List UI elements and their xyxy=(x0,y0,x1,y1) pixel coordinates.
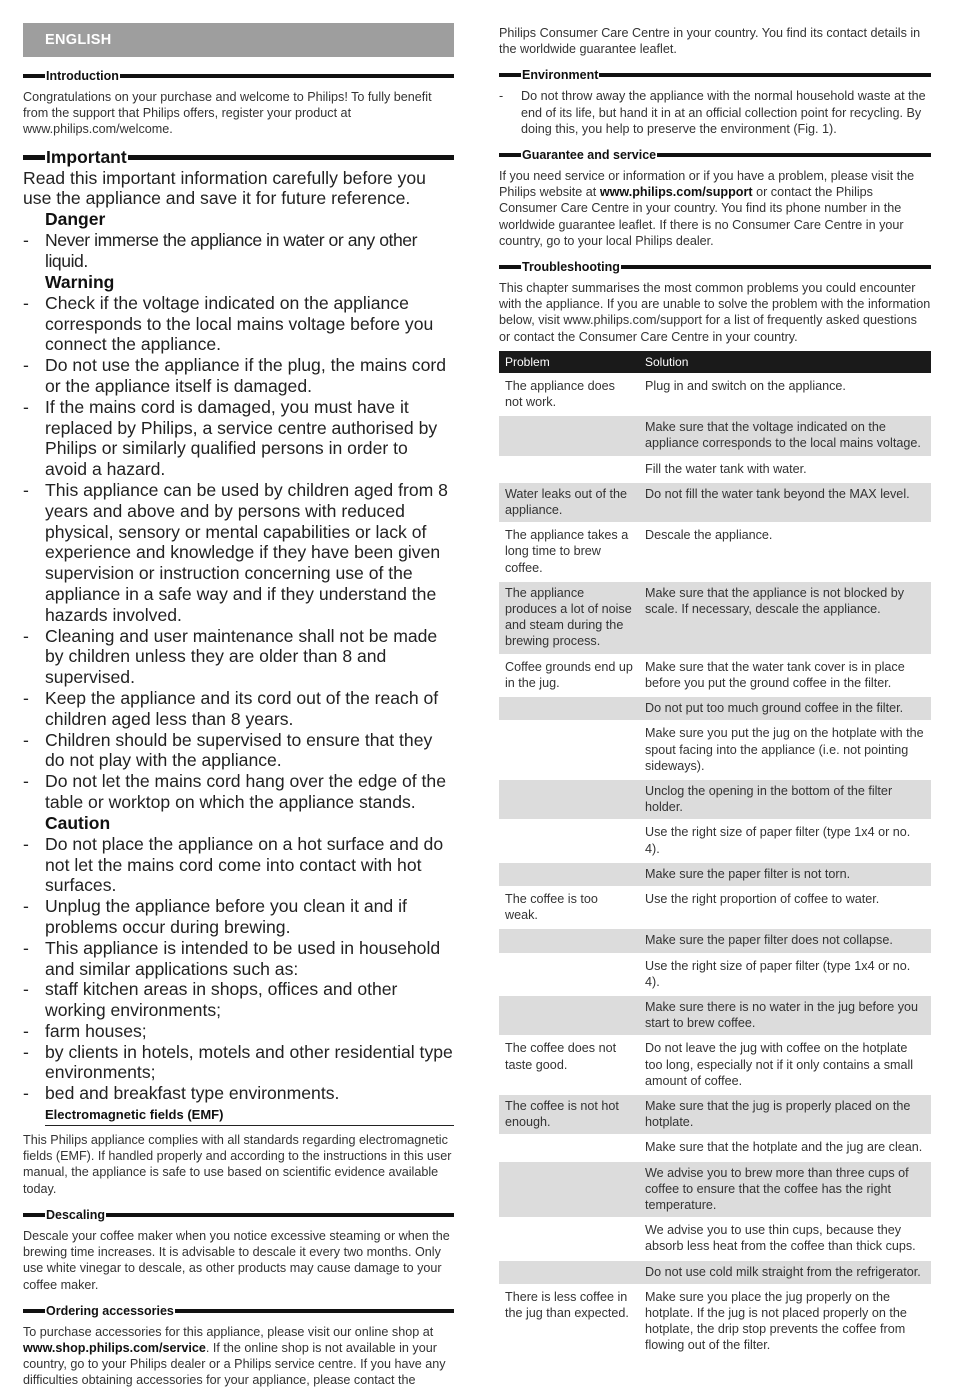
list-item: - This appliance is intended to be used in household and similar applications such as: xyxy=(23,938,454,980)
list-item: - Check if the voltage indicated on the appliance corresponds to the local mains voltage before you connect the appliance. xyxy=(23,293,454,355)
problem-cell: Coffee grounds end up in the jug. xyxy=(499,655,639,696)
solution-cell: Make sure you place the jug properly on the hotplate. If the jug is not placed properly on the hotplate, the drip stop prevents the coffee from flowing out of the filter. xyxy=(639,1285,931,1359)
solution-cell: We advise you to brew more than three cups of coffee to ensure that the coffee has the right temperature. xyxy=(639,1161,931,1219)
table-row xyxy=(499,1135,931,1160)
table-row xyxy=(499,1094,931,1135)
solution-cell: Plug in and switch on the appliance. xyxy=(639,374,931,415)
list-item: - Do not place the appliance on a hot surface and do not let the mains cord come into contact with hot surfaces. xyxy=(23,834,454,896)
table-header-row xyxy=(499,351,931,374)
solution-cell: Do not put too much ground coffee in the filter. xyxy=(639,696,931,721)
caution-heading: Caution xyxy=(45,812,111,833)
list-item: - bed and breakfast type environments. xyxy=(23,1083,454,1104)
table-row xyxy=(499,1260,931,1285)
problem-cell: The coffee does not taste good. xyxy=(499,1036,639,1094)
table-row xyxy=(499,820,931,861)
solution-cell: Descale the appliance. xyxy=(639,523,931,581)
table-row xyxy=(499,415,931,456)
table-row xyxy=(499,862,931,887)
solution-cell: Do not fill the water tank beyond the MAX level. xyxy=(639,482,931,523)
solution-cell: Make sure that the voltage indicated on the appliance corresponds to the local mains voltage. xyxy=(639,415,931,456)
table-row xyxy=(499,523,931,581)
list-item: - Do not let the mains cord hang over the edge of the table or worktop on which the appliance stands. xyxy=(23,771,454,813)
list-item: - Children should be supervised to ensure that they do not play with the appliance. xyxy=(23,730,454,772)
guarantee-text: If you need service or information or if you have a problem, please visit the Philips website at www.philips.com/support or contact the Philips Consumer Care Centre in your country. You find its phone number in the worldwide guarantee leaflet. If there is no Consumer Care Centre in your country, go to your local Philips dealer. xyxy=(499,169,915,248)
problem-cell xyxy=(499,1161,639,1219)
solution-cell: Use the right size of paper filter (type 1x4 or no. 4). xyxy=(639,820,931,861)
table-row xyxy=(499,457,931,482)
solution-cell: Make sure that the hotplate and the jug are clean. xyxy=(639,1135,931,1160)
table-row xyxy=(499,374,931,415)
solution-cell: Make sure that the water tank cover is in place before you put the ground coffee in the filter. xyxy=(639,655,931,696)
table-row xyxy=(499,928,931,953)
table-row xyxy=(499,1036,931,1094)
table-row xyxy=(499,887,931,928)
troubleshooting-heading: Troubleshooting xyxy=(499,260,931,274)
solution-cell: Make sure that the appliance is not blocked by scale. If necessary, descale the appliance. xyxy=(639,581,931,655)
solution-cell: Make sure the paper filter does not collapse. xyxy=(639,928,931,953)
table-row xyxy=(499,1285,931,1359)
problem-cell: The appliance produces a lot of noise and steam during the brewing process. xyxy=(499,581,639,655)
problem-cell xyxy=(499,1218,639,1259)
emf-heading: Electromagnetic fields (EMF) xyxy=(45,1107,454,1126)
introduction-text: Congratulations on your purchase and welcome to Philips! To fully benefit from the support that Philips offers, register your product at www.philips.com/welcome. xyxy=(23,90,432,137)
list-item: - Unplug the appliance before you clean it and if problems occur during brewing. xyxy=(23,896,454,938)
environment-list xyxy=(499,88,931,137)
solution-cell: Make sure there is no water in the jug before you start to brew coffee. xyxy=(639,995,931,1036)
table-row xyxy=(499,721,931,779)
caution-list xyxy=(23,834,454,1104)
troubleshooting-intro: This chapter summarises the most common problems you could encounter with the appliance. If you are unable to solve the problem with the information below, visit www.philips.com/support for a list of frequently asked questions or contact the Consumer Care Centre in your country. xyxy=(499,281,931,344)
danger-list xyxy=(23,230,454,272)
problem-cell xyxy=(499,995,639,1036)
list-item: - staff kitchen areas in shops, offices and other working environments; xyxy=(23,979,454,1021)
problem-cell xyxy=(499,779,639,820)
table-row xyxy=(499,779,931,820)
right-column xyxy=(499,0,931,1360)
problem-cell xyxy=(499,820,639,861)
solution-cell: Unclog the opening in the bottom of the filter holder. xyxy=(639,779,931,820)
list-item: - Never immerse the appliance in water or any other liquid. xyxy=(23,230,454,272)
solution-cell: Make sure that the jug is properly placed on the hotplate. xyxy=(639,1094,931,1135)
problem-cell xyxy=(499,721,639,779)
solution-cell: We advise you to use thin cups, because they absorb less heat from the coffee than thick cups. xyxy=(639,1218,931,1259)
list-item: - farm houses; xyxy=(23,1021,454,1042)
descaling-text: Descale your coffee maker when you notice excessive steaming or when the brewing time increases. It is advisable to descale it every two months. Only use white vinegar to descale, as other products may cause damage to your coffee maker. xyxy=(23,1228,450,1292)
table-row xyxy=(499,696,931,721)
list-item: - Cleaning and user maintenance shall not be made by children unless they are older than 8 and supervised. xyxy=(23,626,454,688)
important-heading: Important xyxy=(23,148,454,168)
shop-link[interactable]: www.shop.philips.com/service xyxy=(23,1340,206,1355)
descaling-heading: Descaling xyxy=(23,1208,454,1222)
problem-cell xyxy=(499,862,639,887)
language-bar: ENGLISH xyxy=(23,23,454,57)
problem-cell xyxy=(499,1260,639,1285)
troubleshooting-table xyxy=(499,351,931,1360)
column-header-solution: Solution xyxy=(639,351,931,374)
list-item: - Do not use the appliance if the plug, the mains cord or the appliance itself is damaged. xyxy=(23,355,454,397)
table-row xyxy=(499,581,931,655)
solution-cell: Use the right size of paper filter (type 1x4 or no. 4). xyxy=(639,954,931,995)
ordering-text: To purchase accessories for this appliance, please visit our online shop at www.shop.philips.com/service. If the online shop is not available in your country, go to your Philips dealer or a Philips service centre. If you have any difficulties obtaining accessories for your appliance, please contact the xyxy=(23,1324,446,1388)
list-item: - This appliance can be used by children aged from 8 years and above and by persons with reduced physical, sensory or mental capabilities or lack of experience and knowledge if they have been given supervision or instruction concerning use of the appliance in a safe way and if they understand the hazards involved. xyxy=(23,480,454,626)
environment-heading: Environment xyxy=(499,68,931,82)
warning-heading: Warning xyxy=(45,271,115,292)
solution-cell: Do not leave the jug with coffee on the hotplate too long, especially not if it only contains a small amount of coffee. xyxy=(639,1036,931,1094)
troubleshooting-table-body xyxy=(499,374,931,1359)
problem-cell: The coffee is too weak. xyxy=(499,887,639,928)
problem-cell xyxy=(499,696,639,721)
table-row xyxy=(499,482,931,523)
guarantee-heading: Guarantee and service xyxy=(499,148,931,162)
solution-cell: Do not use cold milk straight from the refrigerator. xyxy=(639,1260,931,1285)
list-item: - by clients in hotels, motels and other residential type environments; xyxy=(23,1042,454,1084)
problem-cell xyxy=(499,928,639,953)
problem-cell: The appliance does not work. xyxy=(499,374,639,415)
list-item: - Do not throw away the appliance with the normal household waste at the end of its life, but hand it in at an official collection point for recycling. By doing this, you help to preserve the environment (Fig. 1). xyxy=(499,88,931,137)
problem-cell: There is less coffee in the jug than expected. xyxy=(499,1285,639,1359)
ordering-continued-text: Philips Consumer Care Centre in your country. You find its contact details in the worldwide guarantee leaflet. xyxy=(499,26,921,57)
problem-cell xyxy=(499,954,639,995)
solution-cell: Fill the water tank with water. xyxy=(639,457,931,482)
solution-cell: Use the right proportion of coffee to water. xyxy=(639,887,931,928)
support-link[interactable]: www.philips.com/support xyxy=(599,185,753,200)
table-row xyxy=(499,954,931,995)
list-item: - If the mains cord is damaged, you must have it replaced by Philips, a service centre authorised by Philips or similarly qualified persons in order to avoid a hazard. xyxy=(23,397,454,480)
problem-cell xyxy=(499,415,639,456)
emf-text: This Philips appliance complies with all standards regarding electromagnetic fields (EMF). If handled properly and according to the instructions in this user manual, the appliance is safe to use based on scientific evidence available today. xyxy=(23,1133,452,1196)
table-row xyxy=(499,655,931,696)
left-column xyxy=(23,0,454,1389)
table-row xyxy=(499,1161,931,1219)
problem-cell: Water leaks out of the appliance. xyxy=(499,482,639,523)
solution-cell: Make sure the paper filter is not torn. xyxy=(639,862,931,887)
problem-cell: The coffee is not hot enough. xyxy=(499,1094,639,1135)
warning-list xyxy=(23,293,454,813)
solution-cell: Make sure you put the jug on the hotplate with the spout facing into the appliance (i.e. not pointing sideways). xyxy=(639,721,931,779)
problem-cell: The appliance takes a long time to brew coffee. xyxy=(499,523,639,581)
problem-cell xyxy=(499,457,639,482)
table-row xyxy=(499,1218,931,1259)
problem-cell xyxy=(499,1135,639,1160)
ordering-heading: Ordering accessories xyxy=(23,1304,454,1318)
list-item: - Keep the appliance and its cord out of the reach of children aged less than 8 years. xyxy=(23,688,454,730)
important-intro: Read this important information carefully before you use the appliance and save it for future reference. xyxy=(23,167,426,209)
column-header-problem: Problem xyxy=(499,351,639,374)
introduction-heading: Introduction xyxy=(23,69,454,83)
danger-heading: Danger xyxy=(45,209,106,230)
table-row xyxy=(499,995,931,1036)
